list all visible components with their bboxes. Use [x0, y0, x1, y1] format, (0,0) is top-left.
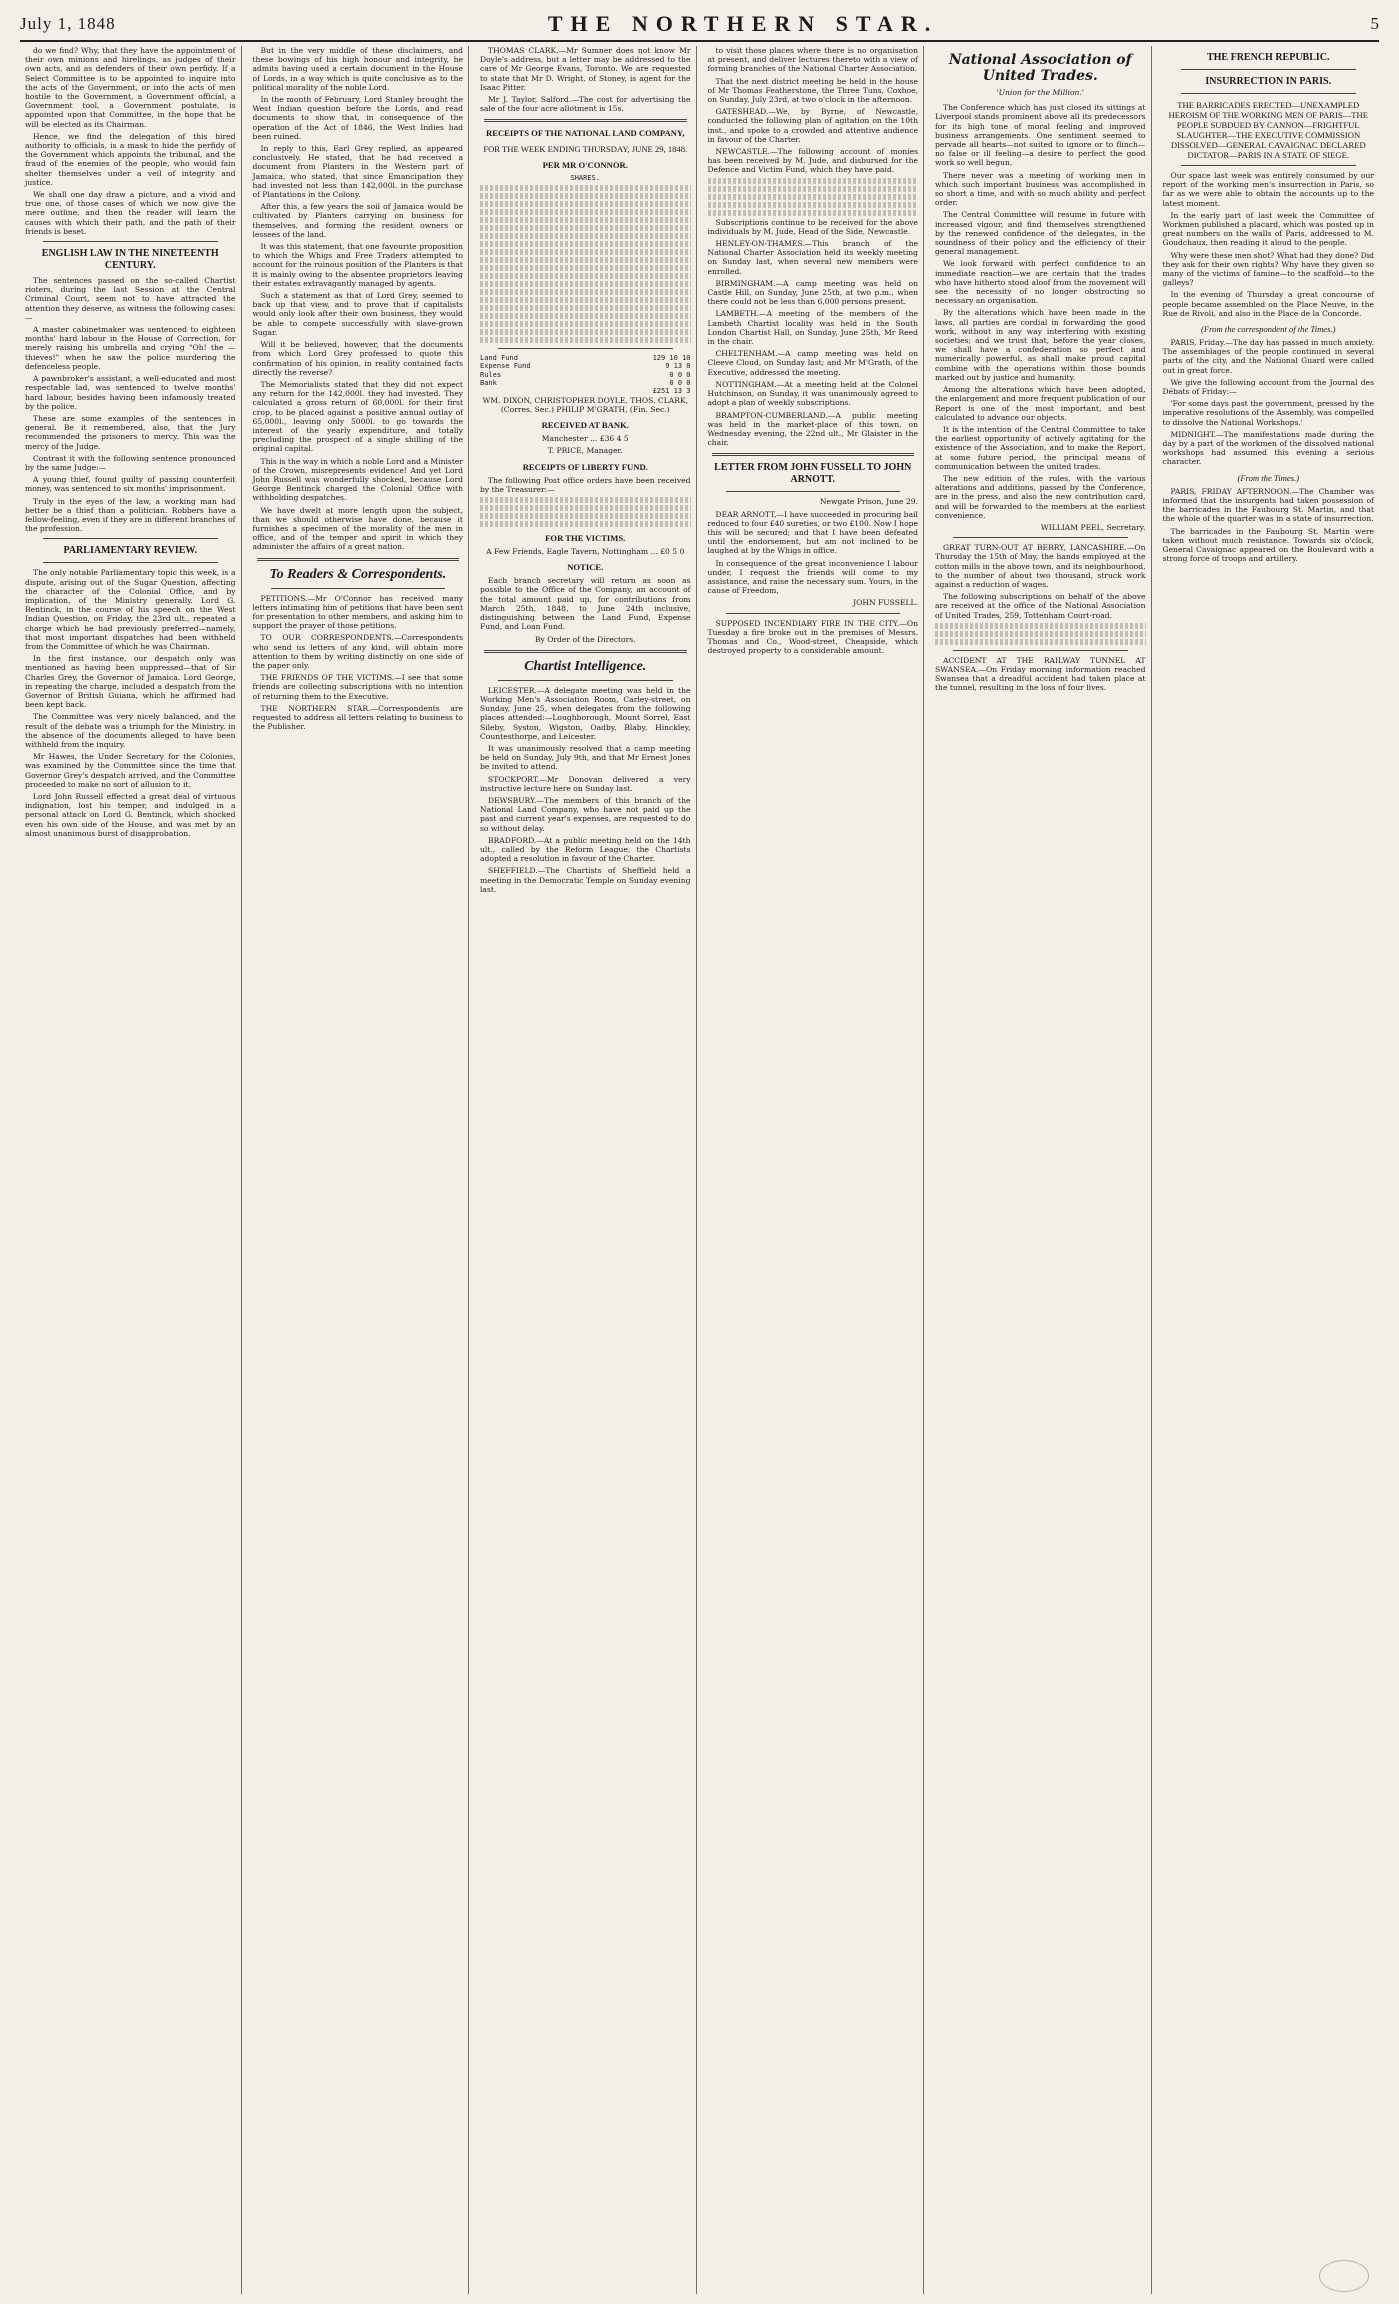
article-paragraph: GREAT TURN-OUT AT BERRY, LANCASHIRE.—On Thursday the 15th of May, the hands employed at the cotton mills in the above town, and its neighbourhood, to the number of about two thousand, struck work against a reduction of wages.	[935, 543, 1146, 589]
article-paragraph: A master cabinetmaker was sentenced to eighteen months' hard labour in the House of Correction, for merely raising his umbrella and crying "Oh! the — thieves!" when he saw the police murdering the defenceless people.	[25, 325, 236, 371]
article-paragraph: In the first instance, our despatch only was mentioned as having been suppressed—that of Sir Charles Grey, the Governor of Jamaica. Lord George, in repeating the charge, included a despatch from the Governor of British Guiana, which he affirmed had been kept back.	[25, 654, 236, 710]
row-label: Expense Fund	[480, 362, 531, 371]
row-label: Rules	[480, 370, 502, 379]
row-value: 0 0 0	[669, 370, 691, 379]
row-value: 129 10 10	[652, 353, 691, 362]
article-paragraph: In consequence of the great inconvenience I labour under, I request the friends will come to my assistance, and raise the necessary sum. Yours, in the cause of Freedom,	[707, 558, 918, 596]
article-paragraph: The following Post office orders have been received by the Treasurer:—	[480, 475, 691, 494]
article-paragraph: Subscriptions continue to be received for the above individuals by M. Jude, Head of the Side, Newcastle.	[707, 217, 918, 236]
article-paragraph: STOCKPORT.—Mr Donovan delivered a very instructive lecture here on Sunday last.	[480, 774, 691, 793]
column-5	[930, 46, 1152, 2294]
notice-signature: By Order of the Directors.	[534, 634, 636, 644]
row-label: Bank	[480, 379, 497, 388]
article-paragraph: After this, a few years the soil of Jamaica would be cultivated by Planters carrying on business for themselves, and forming the resident owners or lessees of the land.	[252, 202, 463, 239]
article-paragraph: The sentences passed on the so-called Chartist rioters, during the last Session at the Central Criminal Court, seem not to have attracted the attention they deserve, as witness the following cases:—	[25, 276, 236, 322]
article-paragraph: THOMAS CLARK.—Mr Sumner does not know Mr Doyle's address, but a letter may be addressed to the care of Mr George Evans, Toronto. We are requested to state that Mr D. Wright, of Stoney, is agent for the Isaac Pitter.	[480, 46, 691, 92]
section-heading: To Readers & Correspondents.	[269, 566, 447, 582]
article-paragraph: PARIS, FRIDAY AFTERNOON.—The Chamber was informed that the insurgents had taken possession of the barricades in the Faubourg St. Martin, and that the whole of the quarter was in a state of insurrection.	[1162, 486, 1374, 524]
article-paragraph: Among the alterations which have been adopted, the enlargement and more frequent publication of our Report is one of the most important, and best calculated to advance our objects.	[935, 385, 1146, 422]
article-paragraph: We have dwelt at more length upon the subject, than we should otherwise have done, because it furnishes a specimen of the morality of the men in office, and of the temper and spirit in which they administer the affairs of a great nation.	[252, 505, 463, 552]
section-subheading: PER MR O'CONNOR.	[542, 160, 628, 171]
article-paragraph: That the next district meeting be held in the house of Mr Thomas Featherstone, the Three Tuns, Coxhoe, on Sunday, July 23rd, at two o'clock in the afternoon.	[707, 76, 918, 105]
article-paragraph: BIRMINGHAM.—A camp meeting was held on Castle Hill, on Sunday, June 25th, at two p.m., when there could not be less than 6,000 persons present.	[707, 278, 918, 307]
section-subheading: FOR THE WEEK ENDING THURSDAY, JUNE 29, 1848.	[483, 144, 688, 155]
masthead	[20, 8, 1379, 42]
column-3	[475, 46, 697, 2294]
row-value: 0 0 0	[669, 379, 691, 388]
article-paragraph: In the evening of Thursday a great concourse of people became assembled on the Place Neuve, in the Rue de Rivoli, and also in the Place de la Concorde.	[1162, 290, 1374, 318]
section-subheading: THE BARRICADES ERECTED—UNEXAMPLED HEROISM OF THE WORKING MEN OF PARIS—THE PEOPLE SUBDUED BY CANNON—FRIGHTFUL SLAUGHTER—THE EXECUTIVE COMMISSION DISSOLVED—GENERAL CAVAIGNAC DECLARED DICTATOR—PARIS IN A STATE OF SIEGE.	[1168, 100, 1368, 160]
article-paragraph: Our space last week was entirely consumed by our report of the working men's insurrection in Paris, so far as we were able to obtain the accounts up to the latest moment.	[1162, 171, 1374, 208]
row-value: 9 13 0	[665, 362, 691, 371]
table-column-heading: SHARES.	[570, 174, 600, 183]
article-paragraph: Truly in the eyes of the law, a working man had better be a thief than a politician. Robbers have a fellow-feeling, even if they are in different branches of the profession.	[25, 496, 236, 534]
article-paragraph: It is the intention of the Central Committee to take the earliest opportunity of actively agitating for the existence of the Association, and to make the Report, at some future period, the principal means of communication between the united trades.	[935, 424, 1146, 471]
receipts-table	[480, 174, 691, 395]
article-paragraph: We look forward with perfect confidence to an immediate reaction—we are certain that the trades who have hitherto stood aloof from the movement will see the necessity of no longer obstructing so necessary an organisation.	[935, 259, 1146, 306]
article-paragraph: PETITIONS.—Mr O'Connor has received many letters intimating him of petitions that have been sent for presentation to other members, and asking him to support the prayer of those petitions.	[252, 593, 463, 631]
article-paragraph: The Central Committee will resume in future with increased vigour, and find themselves strengthened by the renewed confidence of the delegates, in the soundness of their policy and the efficiency of their general management.	[935, 210, 1146, 257]
article-paragraph: PARIS, Friday.—The day has passed in much anxiety. The assemblages of the people continued in several parts of the city, and the National Guard were called out in great force.	[1162, 338, 1374, 375]
table-row	[480, 379, 691, 387]
bank-line: Manchester ... £36 4 5	[541, 434, 629, 444]
victims-line: A Few Friends, Eagle Tavern, Nottingham ... £0 5 0	[486, 547, 685, 557]
article-paragraph: do we find? Why, that they have the appointment of their own minions and hirelings, as judges of their own acts, and as defenders of their own perfidy. If a Select Committee is to be appointed to inquire into the acts of the Government, or into the acts of men hostile to the Government, a Government official, a Government tool, a Government postulate, is appointed upon that Committee, in the hope that he will be elected as its Chairman.	[25, 46, 236, 129]
section-subheading: (From the Times.)	[1237, 472, 1299, 483]
table-total-row	[480, 387, 691, 395]
article-paragraph: TO OUR CORRESPONDENTS.—Correspondents who send us letters of any kind, will obtain more attention to them by writing distinctly on one side of the paper only.	[252, 633, 463, 670]
section-heading: RECEIPTS OF LIBERTY FUND.	[522, 461, 648, 472]
article-paragraph: Will it be believed, however, that the documents from which Lord Grey professed to quote this confirmation of his opinion, in reality contained facts directly the reverse?	[252, 340, 463, 377]
article-paragraph: Each branch secretary will return as soon as possible to the Office of the Company, an account of the total amount paid up, for contributions from March 25th, 1848, to June 24th inclusive, distinguishing between the Land Fund, Expense Fund, and Loan Fund.	[480, 576, 691, 632]
newspaper-title: THE NORTHERN STAR.	[547, 11, 939, 36]
article-paragraph: In the early part of last week the Committee of Workmen published a placard, which was posted up in great numbers on the walls of Paris, addressed to M. Goudchaux, then reading it aloud to the people.	[1162, 210, 1374, 248]
article-paragraph: The new edition of the rules, with the various alterations and additions, passed by the Conference, are in the press, and also the new contribution card, and will be forwarded to the members at the earliest convenience.	[935, 473, 1146, 520]
article-paragraph: Mr Hawes, the Under Secretary for the Colonies, was examined by the Committee since the time that Governor Grey's despatch arrived, and the Committee proceeded to make no sort of allusion to it.	[25, 752, 236, 789]
article-paragraph: LAMBETH.—A meeting of the members of the Lambeth Chartist locality was held in the South London Chartist Hall, on Sunday, June 25th, Mr Reed in the chair.	[707, 309, 918, 347]
article-paragraph: Hence, we find the delegation of this hired authority to officials, is a mask to hide the perfidy of the Government which appoints the tribunal, and the fraud of the enemies of the people, who would fain shelter themselves under a veil of integrity and justice.	[25, 131, 236, 187]
article-paragraph: Lord John Russell effected a great deal of virtuous indignation, lost his temper, and indulged in a personal attack on Lord G. Bentinck, which shocked even his own side of the House, and was met by an almost unanimous burst of disapprobation.	[25, 792, 236, 838]
article-paragraph: Contrast it with the following sentence pronounced by the same Judge:—	[25, 453, 236, 472]
column-6	[1158, 46, 1380, 2294]
column-2	[248, 46, 470, 2294]
signatories: WM. DIXON, CHRISTOPHER DOYLE, THOS. CLARK, (Corres. Sec.) PHILIP M'GRATH, (Fin. Sec.)	[482, 395, 689, 415]
article-paragraph: DEAR ARNOTT,—I have succeeded in procuring bail reduced to four £40 sureties, or two £100. Now I hope this will be secured; and that I have been defeated until the endorsement, but am not inclined to be laughed at by the Whigs in office.	[707, 509, 918, 556]
signature: WILLIAM PEEL, Secretary.	[1040, 522, 1146, 532]
library-stamp	[1319, 2260, 1369, 2292]
article-paragraph: BRADFORD.—At a public meeting held on the 14th ult., called by the Reform League, the Chartists adopted a resolution in favour of the Charter.	[480, 835, 691, 864]
article-paragraph: There never was a meeting of working men in which such important business was accomplished in so short a time, and with so much ability and perfect order.	[935, 170, 1146, 208]
article-paragraph: The only notable Parliamentary topic this week, is a dispute, arising out of the Sugar Question, affecting the character of the Colonial Office, and by implication, of the Ministry generally. Lord G. Bentinck, in the course of his speech on the West Indian Question, on Friday, the 23rd ult., repeated a charge which he had previously preferred—namely, that most important dispatches had been withheld from the Committee of which he was Chairman.	[25, 568, 236, 651]
section-heading: RECEIVED AT BANK.	[541, 420, 629, 431]
page-number: 5	[1370, 14, 1379, 33]
section-heading: LETTER FROM JOHN FUSSELL TO JOHN ARNOTT.	[714, 462, 912, 486]
article-paragraph: GATESHEAD.—We, by Byrne, of Newcastle, conducted the following plan of agitation on the 10th inst., and spoke to a crowded and attentive audience in favour of the Charter.	[707, 107, 918, 144]
section-heading: ENGLISH LAW IN THE NINETEENTH CENTURY.	[41, 248, 219, 272]
table-row	[480, 354, 691, 362]
article-paragraph: A young thief, found guilty of passing counterfeit money, was sentenced to six months' imprisonment.	[25, 475, 236, 494]
section-heading: FOR THE VICTIMS.	[545, 533, 626, 544]
total-value: £251 13 3	[652, 387, 691, 396]
article-paragraph: A pawnbroker's assistant, a well-educated and most respectable lad, was sentenced to twelve months' hard labour, besides having been infamously treated by the police.	[25, 374, 236, 411]
article-paragraph: THE NORTHERN STAR.—Correspondents are requested to address all letters relating to business to the Publisher.	[252, 703, 463, 732]
section-heading: Chartist Intelligence.	[524, 658, 647, 674]
article-paragraph: The Committee was very nicely balanced, and the result of the debate was a triumph for the Ministry, in the absence of the documents alleged to have been withheld from the inquiry.	[25, 712, 236, 749]
table-row	[480, 371, 691, 379]
article-paragraph: The barricades in the Faubourg St. Martin were taken without much resistance. Towards six o'clock, General Cavaignac appeared on the Boulevard with a strong force of troops and artillery.	[1162, 526, 1374, 564]
letter-signature: JOHN FUSSELL.	[853, 598, 918, 608]
section-heading: NOTICE.	[567, 562, 604, 573]
section-heading: THE FRENCH REPUBLIC.	[1206, 52, 1330, 63]
article-paragraph: LEICESTER.—A delegate meeting was held in the Working Men's Association Room, Carley-street, on Sunday, June 25, when delegates from the following places attended:—Loughborough, Mount Sorrel, East Sileby, Syston, Wigston, Oadby, Blaby, Hinckley, Countesthorpe, and Leicester.	[480, 685, 691, 741]
article-paragraph: BRAMPTON-CUMBERLAND.—A public meeting was held in the market-place of this town, on Wednesday evening, the 22nd ult., Mr Glaister in the chair.	[707, 410, 918, 448]
table-row	[480, 362, 691, 370]
article-paragraph: MIDNIGHT.—The manifestations made during the day by a part of the workmen of the dissolved national workshops had assumed this evening a serious character.	[1162, 429, 1374, 467]
article-paragraph: This is the way in which a noble Lord and a Minister of the Crown, misrepresents evidence! And yet Lord John Russell was wonderfully shocked, because Lord George Bentinck charged the Colonial Office with withholding despatches.	[252, 456, 463, 503]
article-paragraph: In reply to this, Earl Grey replied, as appeared conclusively. He stated, that he had received a document from Planters in the Western part of Jamaica, who stated, that since Emancipation they had invested not less than 142,000l. in the purchase of Plantations in the Colony.	[252, 144, 463, 200]
article-paragraph: These are some examples of the sentences in general. Be it remembered, also, that the Jury recommended the prisoners to mercy. This was the mercy of the Judge.	[25, 413, 236, 451]
column-4	[703, 46, 925, 2294]
article-paragraph: The following subscriptions on behalf of the above are received at the office of the National Association of United Trades, 259, Tottenham Court-road.	[935, 592, 1146, 620]
article-paragraph: DEWSBURY.—The members of this branch of the National Land Company, who have not paid up the past and current year's expenses, are requested to do so without delay.	[480, 795, 691, 833]
article-columns	[20, 46, 1379, 2294]
section-subheading: (From the correspondent of the Times.)	[1201, 324, 1336, 335]
article-paragraph: It was this statement, that one favourite proposition to which the Whigs and Free Traders attempted to account for the ruinous position of the Planters is that it is mainly owing to the absentee proprietors leaving their estates extravagantly managed by agents.	[252, 242, 463, 288]
article-paragraph: It was unanimously resolved that a camp meeting be held on Sunday, July 9th, and that Mr Ernest Jones be invited to attend.	[480, 743, 691, 772]
article-paragraph: Mr J. Taylor, Salford.—The cost for advertising the sale of the four acre allotment is 15s.	[480, 95, 691, 114]
article-paragraph: ACCIDENT AT THE RAILWAY TUNNEL AT SWANSEA.—On Friday morning information reached Swansea that a dreadful accident had taken place at the tunnel, resulting in the loss of four lives.	[935, 655, 1146, 693]
article-paragraph: 'For some days past the government, pressed by the imperative resolutions of the Assembly, was compelled to dissolve the National Workshops.'	[1162, 399, 1374, 427]
article-paragraph: Why were these men shot? What had they done? Did they ask for their own rights? Why have they given so many of the victims of famine—to the scaffold—to the galleys?	[1162, 250, 1374, 288]
article-paragraph: NEWCASTLE.—The following account of monies has been received by M. Jude, and disbursed for the Defence and Victim Fund, which they have paid.	[707, 147, 918, 175]
article-paragraph: CHELTENHAM.—A camp meeting was held on Cleeve Cloud, on Sunday last; and Mr M'Grath, of the Executive, addressed the meeting.	[707, 349, 918, 377]
article-paragraph: But in the very middle of these disclaimers, and these bowings of his high honour and integrity, he admits having used a certain document in the House of Lords, in a way which is quite conclusive as to the political morality of the noble Lord.	[252, 46, 463, 92]
section-heading: RECEIPTS OF THE NATIONAL LAND COMPANY,	[486, 128, 685, 139]
article-paragraph: Such a statement as that of Lord Grey, seemed to back up that view, and to prove that if capitalists would only look after their own business, they would be able to compete successfully with slave-grown Sugar.	[252, 291, 463, 337]
row-label: Land Fund	[480, 353, 518, 362]
article-paragraph: We give the following account from the Journal des Débats of Friday:—	[1162, 377, 1374, 397]
issue-date: July 1, 1848	[20, 14, 116, 33]
article-paragraph: The Conference which has just closed its sittings at Liverpool stands prominent above all its predecessors for its high tone of moral feeling and improved business arrangements. One sentiment seemed to pervade all hearts—not suited to ignore or to flinch—no false or ill feeling—a desire to perfect the good work so well begun.	[935, 103, 1146, 168]
letter-place: Newgate Prison, June 29.	[819, 497, 918, 507]
article-paragraph: We shall one day draw a picture, and a vivid and true one, of those cases of which we now give the mere outline, and then the reader will learn the causes with which their path, and the path of their friends is beset.	[25, 190, 236, 236]
article-paragraph: In the month of February, Lord Stanley brought the West Indian question before the Lords, and read documents to show that, in consequence of the operation of the Act of 1846, the West Indies had been ruined.	[252, 95, 463, 141]
section-heading: PARLIAMENTARY REVIEW.	[63, 545, 198, 557]
column-1	[20, 46, 242, 2294]
article-paragraph: THE FRIENDS OF THE VICTIMS.—I see that some friends are collecting subscriptions with no intention of returning them to the Executive.	[252, 673, 463, 701]
section-heading: National Association of United Trades.	[948, 52, 1132, 84]
motto: 'Union for the Million.'	[996, 88, 1084, 97]
article-paragraph: NOTTINGHAM.—At a meeting held at the Colonel Hutchinson, on Sunday, it was unanimously agreed to adopt a plan of weekly subscriptions.	[707, 379, 918, 408]
article-paragraph: The Memorialists stated that they did not expect any return for the 142,000l. they had invested. They calculated a gross return of 60,000l. for their first crop, to be placed against a positive annual outlay of 65,000l., leaving only 5000l. to go towards the interest of the yearly expenditure, and totally precluding the prospect of a single shilling of the original capital.	[252, 379, 463, 454]
section-heading: INSURRECTION IN PARIS.	[1205, 76, 1332, 87]
bank-signature: T. PRICE, Manager.	[547, 446, 623, 456]
article-paragraph: SUPPOSED INCENDIARY FIRE IN THE CITY.—On Tuesday a fire broke out in the premises of Messrs. Thomas and Co., Wood-street, Cheapside, which destroyed property to a considerable amount.	[707, 618, 918, 656]
article-paragraph: HENLEY-ON-THAMES.—This branch of the National Charter Association held its weekly meeting on Sunday last, when several new members were enrolled.	[707, 239, 918, 276]
article-paragraph: By the alterations which have been made in the laws, all parties are cordial in forwarding the good work, without in any way interfering with existing societies; and we trust that, before the year closes, we shall have a confederation so perfect and numerically powerful, as shall make proud capital combine with the operations within those bounds marked out by justice and humanity.	[935, 308, 1146, 382]
article-paragraph: SHEFFIELD.—The Chartists of Sheffield held a meeting in the Democratic Temple on Sunday evening last.	[480, 866, 691, 894]
article-paragraph: to visit those places where there is no organisation at present, and deliver lectures thereto with a view of forming branches of the National Charter Association.	[707, 46, 918, 74]
